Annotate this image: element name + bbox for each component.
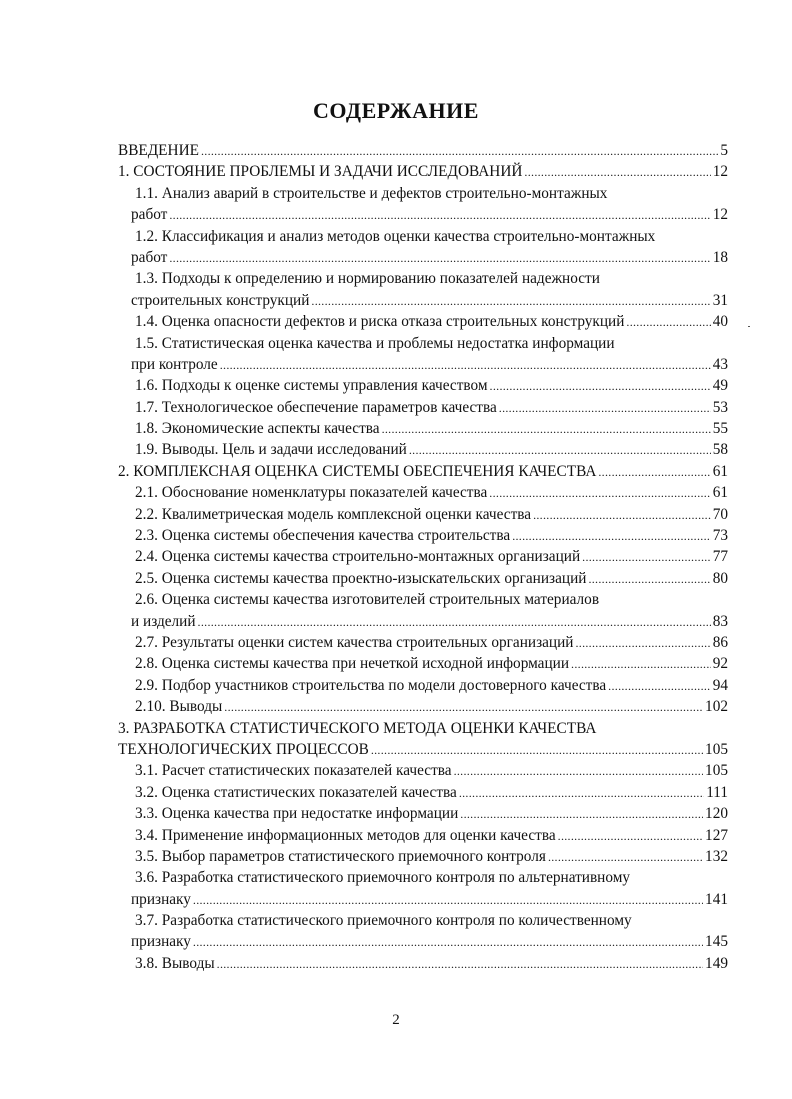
toc-entry-2-6-line1: [118, 589, 728, 610]
toc-chapter-3: [118, 739, 728, 760]
toc-entry-page: 86: [712, 633, 728, 651]
toc-entry-3-7: [118, 931, 728, 952]
toc-entry-2-6: [118, 611, 728, 632]
toc-entry-2-3: [118, 525, 728, 546]
toc-entry-text: работ: [131, 248, 168, 266]
toc-entry-page: 111: [706, 783, 728, 801]
toc-entry-page: 92: [712, 655, 728, 673]
page-title: СОДЕРЖАНИЕ: [313, 98, 479, 123]
toc-entry-1-3: [118, 290, 728, 311]
toc-entry-text: 2.4. Оценка системы качества строительно-монтажных организаций: [135, 548, 581, 566]
toc-entry-3-6-line1: [118, 867, 728, 888]
toc-entry-1-1-line1: [118, 183, 728, 204]
toc-entry-text: 1.9. Выводы. Цель и задачи исследований: [135, 441, 407, 459]
toc-entry-2-10: [118, 696, 728, 717]
toc-entry-text: 3.7. Разработка статистического приемочного контроля по количественному: [135, 912, 632, 930]
toc-entry-1-3-line1: [118, 268, 728, 289]
toc-entry-3-8: [118, 953, 728, 974]
toc-entry-1-7: [118, 397, 728, 418]
toc-entry-page: 127: [705, 826, 728, 844]
toc-entry-page: 12: [712, 206, 728, 224]
toc-entry-1-9: [118, 439, 728, 460]
toc-entry-page: 105: [705, 740, 728, 758]
toc-entry-text: 2.10. Выводы: [135, 698, 223, 716]
toc-entry-text: 1.4. Оценка опасности дефектов и риска отказа строительных конструкций: [135, 313, 625, 331]
toc-entry-page: 43: [712, 355, 728, 373]
toc-entry-text: 3.5. Выбор параметров статистического приемочного контроля: [135, 847, 546, 865]
toc-entry-text: 1.3. Подходы к определению и нормированию показателей надежности: [135, 270, 600, 288]
toc-entry-text: 1.2. Классификация и анализ методов оценки качества строительно-монтажных: [135, 227, 656, 245]
toc-entry-1-2: [118, 247, 728, 268]
toc-entry-text: ТЕХНОЛОГИЧЕСКИХ ПРОЦЕССОВ: [118, 740, 369, 758]
toc-entry-text: признаку: [131, 933, 191, 951]
toc-entry-text: 2.6. Оценка системы качества изготовителей строительных материалов: [135, 591, 600, 609]
toc-entry-1-5: [118, 354, 728, 375]
toc-entry-page: 120: [705, 805, 728, 823]
toc-entry-text: 2.9. Подбор участников строительства по модели достоверного качества: [135, 676, 607, 694]
toc-entry-page: 94: [712, 676, 728, 694]
toc-entry-page: 105: [705, 762, 728, 780]
toc-entry-text: строительных конструкций: [131, 291, 310, 309]
toc-entry-2-7: [118, 632, 728, 653]
toc-entry-2-1: [118, 482, 728, 503]
toc-entry-text: 2.3. Оценка системы обеспечения качества строительства: [135, 527, 511, 545]
toc-entry-page: 149: [705, 954, 728, 972]
toc-entry-text: 3.3. Оценка качества при недостатке информации: [135, 805, 459, 823]
toc-entry-3-6: [118, 889, 728, 910]
scan-speck: [748, 326, 750, 327]
toc-entry-text: 1.5. Статистическая оценка качества и проблемы недостатка информации: [135, 334, 615, 352]
toc-entry-1-6: [118, 375, 728, 396]
toc-entry-page: 70: [712, 505, 728, 523]
toc-chapter-2: [118, 461, 728, 482]
toc-entry-text: 2. КОМПЛЕКСНАЯ ОЦЕНКА СИСТЕМЫ ОБЕСПЕЧЕНИЯ КАЧЕСТВА: [118, 462, 597, 480]
toc-entry-3-4: [118, 825, 728, 846]
toc-entry-1-2-line1: [118, 226, 728, 247]
toc-entry-3-1: [118, 760, 728, 781]
toc-entry-page: 73: [712, 527, 728, 545]
toc-entry-page: 18: [712, 248, 728, 266]
toc-entry-page: 102: [705, 698, 728, 716]
toc-entry-page: 141: [705, 890, 728, 908]
toc-entry-text: 3.2. Оценка статистических показателей качества: [135, 783, 457, 801]
toc-entry-text: 3.1. Расчет статистических показателей качества: [135, 762, 452, 780]
toc-entry-page: 145: [705, 933, 728, 951]
toc-entry-page: 61: [712, 462, 728, 480]
toc-entry-text: 1.8. Экономические аспекты качества: [135, 420, 380, 438]
toc-entry-text: при контроле: [131, 355, 218, 373]
toc-entry-text: 3.8. Выводы: [135, 954, 215, 972]
toc-entry-text: 1. СОСТОЯНИЕ ПРОБЛЕМЫ И ЗАДАЧИ ИССЛЕДОВАНИЙ: [118, 163, 523, 181]
toc-entry-page: 80: [712, 569, 728, 587]
toc-entry-3-7-line1: [118, 910, 728, 931]
toc-entry-text: 2.5. Оценка системы качества проектно-изыскательских организаций: [135, 569, 587, 587]
toc-entry-text: 2.8. Оценка системы качества при нечеткой исходной информации: [135, 655, 570, 673]
toc-entry-2-8: [118, 653, 728, 674]
toc-entry-text: 1.1. Анализ аварий в строительстве и дефектов строительно-монтажных: [135, 184, 608, 202]
toc-entry-page: 5: [720, 142, 728, 159]
toc-entry-page: 53: [712, 398, 728, 416]
toc-entry-1-4: [118, 311, 728, 332]
toc-entry-3-3: [118, 803, 728, 824]
toc-entry-2-5: [118, 568, 728, 589]
toc-entry-text: 1.6. Подходы к оценке системы управления качеством: [135, 377, 488, 395]
toc-entry-page: 61: [712, 484, 728, 502]
toc-entry-text: 2.7. Результаты оценки систем качества строительных организаций: [135, 633, 574, 651]
toc-entry-page: 31: [712, 291, 728, 309]
toc-entry-page: 77: [712, 548, 728, 566]
toc-entry-text: ВВЕДЕНИЕ: [118, 142, 199, 159]
toc-entry-text: признаку: [131, 890, 191, 908]
toc-entry-page: 12: [712, 163, 728, 181]
toc-entry-page: 132: [705, 847, 728, 865]
table-of-contents: [118, 140, 728, 974]
toc-entry-page: 55: [712, 420, 728, 438]
toc-entry-2-9: [118, 675, 728, 696]
toc-entry-3-5: [118, 846, 728, 867]
page-number: 2: [392, 1012, 400, 1028]
toc-entry-text: 2.1. Обоснование номенклатуры показателей качества: [135, 484, 488, 502]
toc-entry-page: 58: [712, 441, 728, 459]
toc-entry-1-5-line1: [118, 333, 728, 354]
toc-chapter-3-line1: [118, 718, 728, 739]
toc-entry-text: 3. РАЗРАБОТКА СТАТИСТИЧЕСКОГО МЕТОДА ОЦЕНКИ КАЧЕСТВА: [118, 719, 597, 737]
toc-entry-1-8: [118, 418, 728, 439]
toc-entry-text: 3.4. Применение информационных методов для оценки качества: [135, 826, 556, 844]
toc-entry-page: 49: [712, 377, 728, 395]
toc-entry-text: работ: [131, 206, 168, 224]
toc-entry-3-2: [118, 782, 728, 803]
toc-entry-text: 3.6. Разработка статистического приемочного контроля по альтернативному: [135, 869, 631, 887]
toc-entry-text: 2.2. Квалиметрическая модель комплексной оценки качества: [135, 505, 532, 523]
toc-entry-page: 40: [712, 313, 728, 331]
toc-entry-2-4: [118, 546, 728, 567]
toc-entry-2-2: [118, 504, 728, 525]
toc-entry-text: 1.7. Технологическое обеспечение параметров качества: [135, 398, 497, 416]
toc-entry-1-1: [118, 204, 728, 225]
toc-entry-page: 83: [712, 612, 728, 630]
toc-entry-intro: [118, 140, 728, 161]
toc-chapter-1: [118, 161, 728, 182]
toc-entry-text: и изделий: [131, 612, 196, 630]
